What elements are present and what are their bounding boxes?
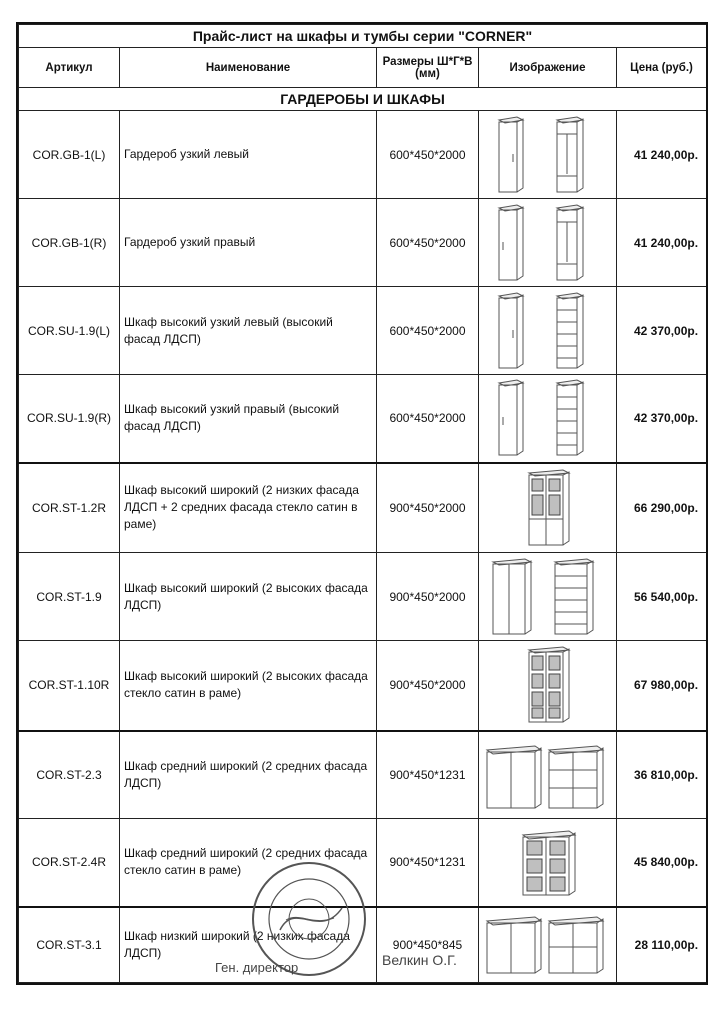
wardrobe-narrow-right-image: [483, 202, 613, 284]
product-image: [479, 111, 617, 199]
product-image: [479, 731, 617, 819]
row-name: Шкаф высокий широкий (2 высоких фасада ЛДСП): [120, 553, 377, 641]
row-name: Гардероб узкий правый: [120, 199, 377, 287]
row-size: 600*450*2000: [377, 287, 479, 375]
cabinet-tall-narrow-image: [483, 290, 613, 372]
table-row: [19, 553, 707, 641]
row-price: 41 240,00р.: [617, 199, 707, 287]
row-sku: COR.ST-1.2R: [19, 463, 120, 553]
row-price: 42 370,00р.: [617, 375, 707, 463]
row-price: 28 110,00р.: [617, 907, 707, 983]
signature-name: Велкин О.Г.: [382, 952, 457, 968]
row-name: Шкаф высокий широкий (2 высоких фасада стекло сатин в раме): [120, 641, 377, 731]
row-size: 900*450*1231: [377, 731, 479, 819]
row-name: Шкаф высокий узкий правый (высокий фасад ЛДСП): [120, 375, 377, 463]
row-size: 600*450*2000: [377, 111, 479, 199]
price-list-table-frame: [16, 22, 708, 985]
product-image: [479, 287, 617, 375]
row-price: 66 290,00р.: [617, 463, 707, 553]
row-sku: COR.GB-1(R): [19, 199, 120, 287]
header-price: Цена (руб.): [617, 48, 707, 88]
signature-role: Ген. директор: [215, 960, 299, 975]
row-name: Гардероб узкий левый: [120, 111, 377, 199]
row-price: 67 980,00р.: [617, 641, 707, 731]
row-price: 45 840,00р.: [617, 819, 707, 907]
row-sku: COR.ST-2.3: [19, 731, 120, 819]
table-row: [19, 463, 707, 553]
row-size: 900*450*2000: [377, 463, 479, 553]
row-price: 41 240,00р.: [617, 111, 707, 199]
row-size: 600*450*2000: [377, 375, 479, 463]
cabinet-tall-narrow-right-image: [483, 377, 613, 459]
cabinet-tall-wide-glass-full-image: [483, 644, 613, 726]
table-row: [19, 287, 707, 375]
row-sku: COR.ST-2.4R: [19, 819, 120, 907]
section-heading: ГАРДЕРОБЫ И ШКАФЫ: [19, 88, 707, 111]
row-price: 56 540,00р.: [617, 553, 707, 641]
row-price: 42 370,00р.: [617, 287, 707, 375]
cabinet-medium-wide-image: [483, 734, 613, 816]
row-sku: COR.GB-1(L): [19, 111, 120, 199]
document-title: Прайс-лист на шкафы и тумбы серии "CORNER": [19, 25, 707, 48]
table-row: [19, 111, 707, 199]
price-list-table: [18, 24, 707, 983]
table-row: [19, 731, 707, 819]
cabinet-medium-wide-glass-image: [483, 821, 613, 903]
table-row: [19, 199, 707, 287]
product-image: [479, 819, 617, 907]
header-image: Изображение: [479, 48, 617, 88]
row-name: Шкаф высокий широкий (2 низких фасада ЛДСП + 2 средних фасада стекло сатин в раме): [120, 463, 377, 553]
product-image: [479, 641, 617, 731]
row-name: Шкаф средний широкий (2 средних фасада ЛДСП): [120, 731, 377, 819]
row-sku: COR.SU-1.9(L): [19, 287, 120, 375]
row-size: 900*450*1231: [377, 819, 479, 907]
row-name: Шкаф средний широкий (2 средних фасада стекло сатин в раме): [120, 819, 377, 907]
cabinet-tall-wide-image: [483, 556, 613, 638]
cabinet-tall-wide-glass-image: [483, 467, 613, 549]
table-row: [19, 641, 707, 731]
row-name: Шкаф высокий узкий левый (высокий фасад ЛДСП): [120, 287, 377, 375]
product-image: [479, 199, 617, 287]
table-row: [19, 375, 707, 463]
row-sku: COR.ST-1.10R: [19, 641, 120, 731]
row-name: Шкаф низкий широкий (2 низких фасада ЛДСП): [120, 907, 377, 983]
row-price: 36 810,00р.: [617, 731, 707, 819]
product-image: [479, 375, 617, 463]
row-size: 900*450*2000: [377, 553, 479, 641]
row-size: 900*450*2000: [377, 641, 479, 731]
wardrobe-narrow-image: [483, 114, 613, 196]
row-size: 600*450*2000: [377, 199, 479, 287]
header-sku: Артикул: [19, 48, 120, 88]
product-image: [479, 553, 617, 641]
row-sku: COR.ST-3.1: [19, 907, 120, 983]
product-image: [479, 907, 617, 983]
product-image: [479, 463, 617, 553]
row-size: 900*450*845: [377, 907, 479, 983]
header-size: Размеры Ш*Г*В (мм): [377, 48, 479, 88]
row-sku: COR.SU-1.9(R): [19, 375, 120, 463]
header-name: Наименование: [120, 48, 377, 88]
cabinet-low-wide-image: [483, 909, 613, 981]
row-sku: COR.ST-1.9: [19, 553, 120, 641]
